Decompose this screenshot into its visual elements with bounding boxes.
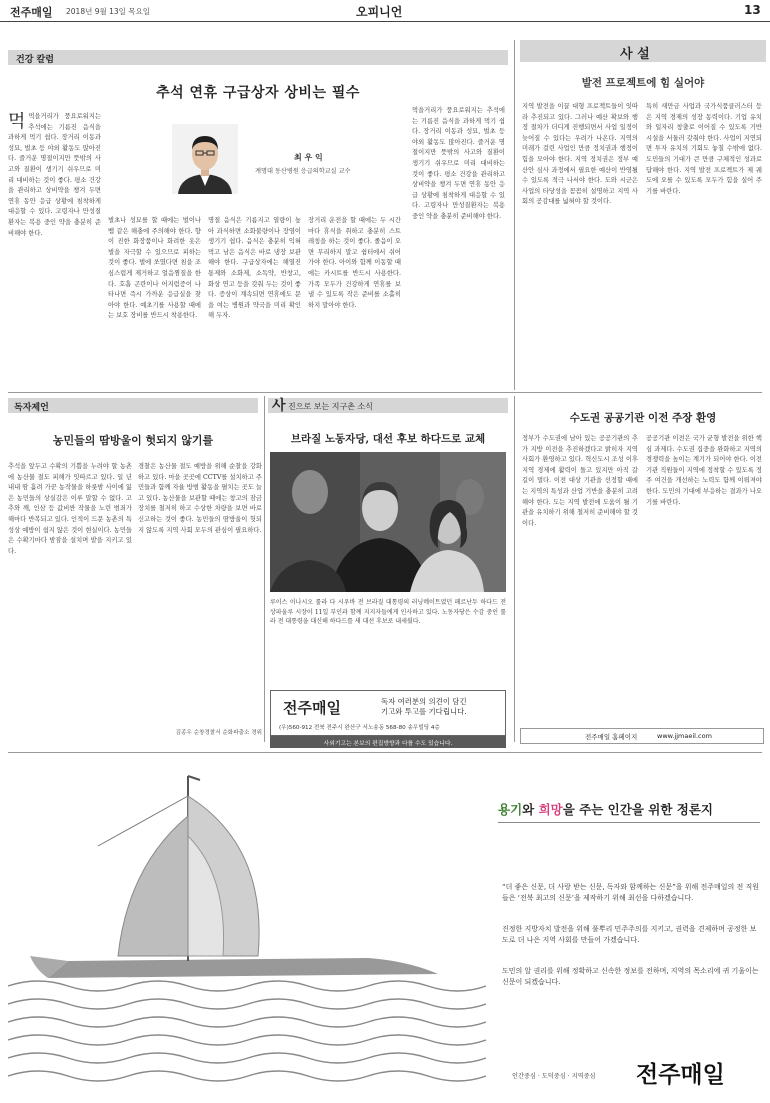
news-photo: [270, 452, 506, 592]
health-drop-cap: 먹: [8, 112, 26, 132]
section-divider-bottom: [8, 752, 762, 753]
ad-headline-connector: 와: [522, 802, 539, 817]
author-name: 최 우 익: [294, 153, 323, 162]
contribution-notice: [270, 690, 506, 736]
author-photo: [172, 124, 238, 194]
metro-col-1: 정부가 수도권에 남아 있는 공공기관의 추가 지방 이전을 추진하겠다고 밝히자 지역 사회가 환영하고 있다. 혁신도시 조성 이후 지역 경제에 활력이 돌고 있지만 아직 갈 길이 멀다. 이전 대상 기관을 선정할 때에는 지역의 특성과 산업 기반을 충분히 고려해야 한다. 도는 지역 발전에 도움이 될 기관을 유치하기 위해 철저히 준비해야 할 것이다.: [522, 435, 638, 527]
page-header: [0, 0, 770, 22]
section-divider-top: [8, 392, 762, 393]
health-col-1: [8, 112, 101, 372]
metro-col-2: 공공기관 이전은 국가 균형 발전을 위한 핵심 과제다. 수도권 집중을 완화하고 지역의 경쟁력을 높이는 계기가 되어야 한다. 이전 기관 직원들이 지역에 정착할 수 있도록 정주 여건을 개선하는 노력도 함께 이뤄져야 한다. 도민의 기대에 부응하는 결과가 나오기를 바란다.: [646, 435, 762, 506]
farm-label: 독자제언: [14, 403, 49, 413]
notice-disclaimer: 사외기고는 본보의 편집방향과 다를 수도 있습니다.: [323, 741, 453, 747]
notice-logo: 전주매일: [283, 699, 341, 717]
editorial-divider: [514, 40, 515, 390]
photo-caption: 루이스 이나시오 룰라 다 시우바 전 브라질 대통령의 러닝메이트였던 페르난두 하다드 전 상파울루 시장이 11일 부인과 함께 지지자들에게 인사하고 있다. 노동자당은 수감 중인 룰라 전 대통령을 대신해 하다드를 새 대선 후보로 내세웠다.: [270, 599, 506, 625]
ad-paragraph-3: 도민의 알 권리를 위해 정확하고 신속한 정보를 전하며, 지역의 목소리에 귀 기울이는 신문이 되겠습니다.: [502, 967, 759, 986]
photo-title: 브라질 노동자당, 대선 후보 하다드로 교체: [290, 433, 486, 445]
health-col-1-text: 먹을거리가 풍요로워지는 추석에는 기름진 음식을 과하게 먹기 쉽다. 장거리 이동과 성묘, 벌초 등 야외 활동도 많아진다. 즐거운 명절이지만 뜻밖의 사고와 질환이 생기기 쉬우므로 미리 대비하는 것이 좋다. 평소 건강을 관리하고 상비약을 챙겨 두면 연휴 동안 응급 상황에 침착하게 대응할 수 있다. 고령자나 만성질환자는 복용 중인 약을 충분히 준비해야 한다.: [8, 113, 101, 237]
notice-line-2: 기고와 투고를 기다립니다.: [381, 707, 467, 716]
editorial-label-bar: [520, 40, 766, 62]
photo-label: 진으로 보는 지구촌 소식: [288, 402, 373, 411]
health-col-3: 명절 음식은 기름지고 열량이 높아 과식하면 소화불량이나 장염이 생기기 쉽다. 음식은 충분히 익혀 먹고 남은 음식은 바로 냉장 보관해야 한다. 구급상자에는 해열진통제와 소화제, 소독약, 반창고, 화상 연고 등을 갖춰 두는 것이 좋다. 증상이 계속되면 연휴에도 문을 여는 병원과 약국을 미리 확인해 두자.: [208, 217, 301, 320]
ad-headline-word-courage: 용기: [498, 802, 523, 817]
editorial-col-2: 특히 새만금 사업과 국가식품클러스터 등은 지역 경제의 성장 동력이다. 기업 유치와 일자리 창출로 이어질 수 있도록 기반 시설을 서둘러 갖춰야 한다. 사업이 지연되면 투자 유치의 기회도 놓칠 수밖에 없다. 도민들의 기대가 큰 만큼 구체적인 성과로 답해야 한다. 지역 발전 프로젝트가 제 궤도에 오를 수 있도록 모두가 힘을 실어 주기를 바란다.: [646, 103, 762, 195]
homepage-url[interactable]: www.jjmaeil.com: [657, 732, 712, 740]
header-date: 2018년 9월 13일 목요일: [66, 7, 151, 16]
notice-disclaimer-bar: [270, 736, 506, 748]
ad-slogan: 인간중심 · 도덕중심 · 지역중심: [512, 1073, 596, 1080]
ad-headline-rest: 을 주는 인간을 위한 정론지: [562, 802, 713, 817]
health-col-2: 벌초나 성묘를 할 때에는 벌이나 뱀 같은 해충에 주의해야 한다. 향이 진한 화장품이나 화려한 옷은 벌을 자극할 수 있으므로 피하는 것이 좋다. 벌에 쏘였다면 침을 조심스럽게 제거하고 얼음찜질을 한다. 호흡 곤란이나 어지럼증이 나타나면 즉시 가까운 응급실을 찾아야 한다. 예초기를 사용할 때에는 보호 장비를 반드시 착용한다.: [108, 217, 201, 320]
photo-label-bar: [268, 398, 508, 413]
editorial-col-1: 지역 발전을 이끌 대형 프로젝트들이 잇따라 추진되고 있다. 그러나 예산 확보와 행정 절차가 더디게 진행되면서 사업 일정이 늦어질 수 있다는 우려가 나온다. 지역의 미래가 걸린 사업인 만큼 정치권과 행정이 힘을 모아야 한다. 지역 정치권은 정부 예산안 심사 과정에서 필요한 예산이 반영될 수 있도록 적극 나서야 한다. 도와 시군은 사업의 타당성을 꼼꼼히 설명하고 지역 사회의 공감대를 넓혀야 할 것이다.: [522, 103, 638, 206]
header-page-number: 13: [744, 3, 761, 17]
ad-boat-illustration: [8, 756, 486, 1096]
farm-title: 농민들의 땀방울이 헛되지 않기를: [52, 434, 214, 447]
editorial-title: 발전 프로젝트에 힘 실어야: [581, 77, 705, 89]
ad-paragraph-1: “더 좋은 신문, 더 사랑 받는 신문, 독자와 함께하는 신문”을 위해 전주매일의 전 직원들은 ‘전북 최고의 신문’을 제작하기 위해 최선을 다하겠습니다.: [502, 883, 760, 902]
homepage-box: [520, 728, 764, 744]
farm-author: 김종우 순창경찰서 순화파출소 경위: [175, 730, 262, 736]
health-title: 추석 연휴 구급상자 상비는 필수: [156, 85, 360, 101]
health-label: 건강 칼럼: [16, 55, 54, 65]
metro-title: 수도권 공공기관 이전 주장 환영: [569, 412, 717, 424]
header-paper-name: 전주매일: [10, 6, 53, 19]
ad-paragraph-2: 진정한 지방자치 발전을 위해 풀뿌리 민주주의를 지키고, 권력을 견제하며 공정한 보도로 더 나은 지역 사회를 만들어 가겠습니다.: [502, 925, 757, 944]
editorial-label: 사 설: [620, 47, 650, 62]
ad-headline-word-hope: 희망: [538, 802, 563, 817]
author-affiliation: 계명대 동산병원 응급의학교실 교수: [255, 168, 351, 175]
metro-divider: [514, 396, 515, 742]
notice-line-1: 독자 여러분의 의견이 담긴: [381, 697, 467, 706]
photo-divider: [264, 396, 265, 742]
ad-headline: [498, 800, 713, 818]
farm-col-1: 추석을 앞두고 수확의 기쁨을 누려야 할 농촌에 농산물 절도 피해가 잇따르고 있다. 일 년 내내 땀 흘려 가꾼 농작물을 하룻밤 사이에 잃은 농민들의 상실감은 이루 말할 수 없다. 고추와 깨, 인삼 등 값비싼 작물을 노린 범죄가 해마다 반복되고 있다. 인적이 드문 농촌의 특성상 예방이 쉽지 않은 것이 현실이다. 농민들은 수확기마다 밤잠을 설치며 밭을 지키고 있다.: [8, 463, 132, 555]
health-col-5: 먹을거리가 풍요로워지는 추석에는 기름진 음식을 과하게 먹기 쉽다. 장거리 이동과 성묘, 벌초 등 야외 활동도 많아진다. 즐거운 명절이지만 뜻밖의 사고와 질환이 생기기 쉬우므로 미리 대비하는 것이 좋다. 평소 건강을 관리하고 상비약을 챙겨 두면 연휴 동안 응급 상황에 침착하게 대응할 수 있다. 고령자나 만성질환자는 복용 중인 약을 충분히 준비해야 한다.: [412, 107, 505, 220]
health-label-bar: [8, 50, 508, 65]
farm-label-bar: [8, 398, 258, 413]
header-section: 오피니언: [356, 5, 403, 19]
notice-address: (우)560-912 전북 전주시 완산구 서노송동 568-80 송우빌딩 4층: [279, 725, 440, 731]
farm-col-2: 경찰은 농산물 절도 예방을 위해 순찰을 강화하고 있다. 마을 곳곳에 CCTV를 설치하고 주민들과 함께 자율 방범 활동을 펼치는 곳도 늘고 있다. 농산물을 보관할 때에는 창고의 잠금장치를 철저히 하고 수상한 차량을 보면 바로 신고하는 것이 좋다. 농민들의 땀방울이 헛되지 않도록 지역 사회 모두의 관심이 필요하다.: [138, 463, 262, 534]
health-col-4: 장거리 운전을 할 때에는 두 시간마다 휴식을 취하고 충분히 스트레칭을 하는 것이 좋다. 졸음이 오면 무리하지 말고 쉼터에서 쉬어 가야 한다. 아이와 함께 이동할 때에는 카시트를 반드시 사용한다. 가족 모두가 건강하게 연휴를 보낼 수 있도록 작은 준비를 소홀히 하지 말아야 한다.: [308, 217, 401, 309]
ad-logo: 전주매일: [636, 1061, 725, 1088]
ad-headline-underline: [498, 822, 760, 823]
homepage-label: 전주매일 홈페이지: [585, 733, 638, 741]
photo-label-initial: 사: [272, 398, 286, 414]
